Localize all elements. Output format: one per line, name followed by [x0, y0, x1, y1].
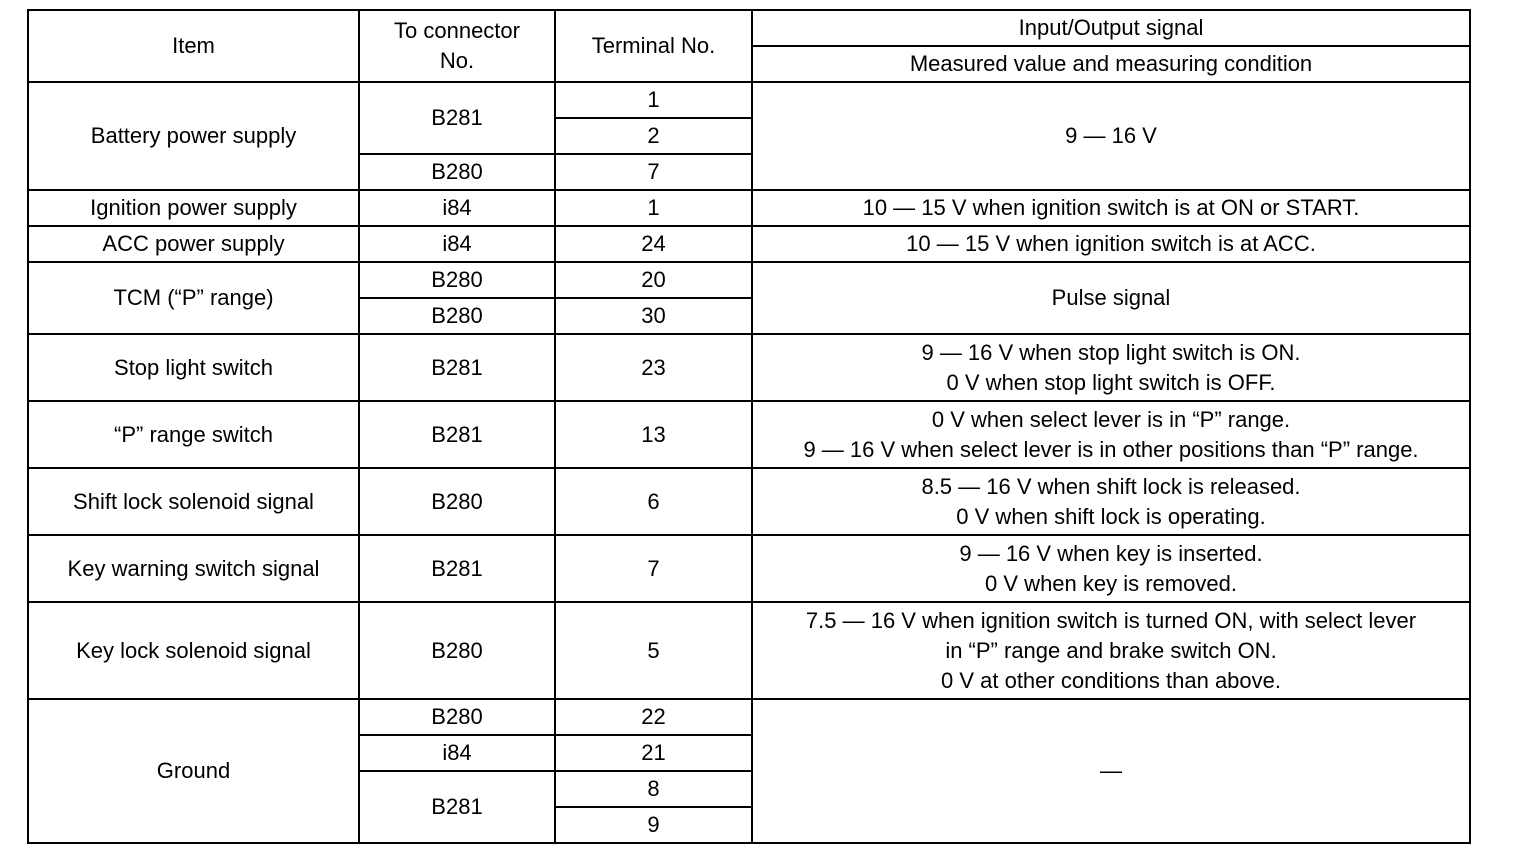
connector-cell: B281 — [359, 82, 555, 154]
item-cell: TCM (“P” range) — [28, 262, 359, 334]
header-connector-line1: To connector — [394, 18, 520, 43]
signal-line: 9 — 16 V when key is inserted. — [959, 540, 1263, 566]
signal-line: 0 V when shift lock is operating. — [956, 503, 1266, 529]
table-row — [28, 82, 1470, 118]
table-row — [28, 602, 1470, 699]
header-signal: Input/Output signal — [752, 10, 1470, 46]
table-row — [28, 535, 1470, 602]
signal-cell — [752, 468, 1470, 535]
terminal-cell: 9 — [555, 807, 752, 843]
terminal-cell: 21 — [555, 735, 752, 771]
header-measured: Measured value and measuring condition — [752, 46, 1470, 82]
signal-cell: Pulse signal — [752, 262, 1470, 334]
signal-line: 0 V at other conditions than above. — [940, 667, 1281, 693]
table-row — [28, 334, 1470, 401]
signal-cell: 9 — 16 V — [752, 82, 1470, 190]
table-row — [28, 262, 1470, 298]
signal-line: in “P” range and brake switch ON. — [945, 637, 1277, 663]
connector-cell: B281 — [359, 535, 555, 602]
signal-cell: 10 — 15 V when ignition switch is at ON or START. — [752, 190, 1470, 226]
signal-line: 9 — 16 V when select lever is in other positions than “P” range. — [803, 436, 1419, 462]
header-connector — [359, 10, 555, 82]
connector-cell: B281 — [359, 401, 555, 468]
item-cell: Stop light switch — [28, 334, 359, 401]
terminal-cell: 7 — [555, 535, 752, 602]
signal-cell — [752, 602, 1470, 699]
terminal-cell: 5 — [555, 602, 752, 699]
signal-cell: — — [752, 699, 1470, 843]
item-cell: Shift lock solenoid signal — [28, 468, 359, 535]
terminal-cell: 20 — [555, 262, 752, 298]
item-cell: Key lock solenoid signal — [28, 602, 359, 699]
signal-cell — [752, 334, 1470, 401]
connector-cell: i84 — [359, 735, 555, 771]
terminal-cell: 7 — [555, 154, 752, 190]
signal-line: 7.5 — 16 V when ignition switch is turned ON, with select lever — [805, 607, 1417, 633]
item-cell: Ground — [28, 699, 359, 843]
item-cell: ACC power supply — [28, 226, 359, 262]
connector-cell: B281 — [359, 771, 555, 843]
terminal-cell: 1 — [555, 190, 752, 226]
table-row — [28, 401, 1470, 468]
header-connector-line2: No. — [439, 48, 475, 73]
terminal-cell: 23 — [555, 334, 752, 401]
connector-cell: B280 — [359, 298, 555, 334]
item-cell: Key warning switch signal — [28, 535, 359, 602]
terminal-cell: 24 — [555, 226, 752, 262]
signal-cell — [752, 535, 1470, 602]
signal-cell: 10 — 15 V when ignition switch is at ACC. — [752, 226, 1470, 262]
table-row — [28, 226, 1470, 262]
terminal-spec-table — [27, 9, 1471, 844]
terminal-cell: 22 — [555, 699, 752, 735]
item-cell: “P” range switch — [28, 401, 359, 468]
signal-line: 0 V when select lever is in “P” range. — [931, 406, 1291, 432]
terminal-cell: 8 — [555, 771, 752, 807]
table-row — [28, 468, 1470, 535]
terminal-cell: 6 — [555, 468, 752, 535]
signal-cell — [752, 401, 1470, 468]
terminal-cell: 30 — [555, 298, 752, 334]
table-row — [28, 190, 1470, 226]
signal-line: 9 — 16 V when stop light switch is ON. — [921, 339, 1301, 365]
connector-cell: i84 — [359, 190, 555, 226]
connector-cell: i84 — [359, 226, 555, 262]
header-terminal: Terminal No. — [555, 10, 752, 82]
header-item: Item — [28, 10, 359, 82]
terminal-cell: 1 — [555, 82, 752, 118]
item-cell: Battery power supply — [28, 82, 359, 190]
connector-cell: B280 — [359, 262, 555, 298]
item-cell: Ignition power supply — [28, 190, 359, 226]
signal-line: 0 V when stop light switch is OFF. — [946, 369, 1276, 395]
terminal-cell: 13 — [555, 401, 752, 468]
connector-cell: B280 — [359, 154, 555, 190]
terminal-cell: 2 — [555, 118, 752, 154]
connector-cell: B280 — [359, 699, 555, 735]
table-row — [28, 699, 1470, 735]
connector-cell: B281 — [359, 334, 555, 401]
connector-cell: B280 — [359, 468, 555, 535]
connector-cell: B280 — [359, 602, 555, 699]
signal-line: 0 V when key is removed. — [985, 570, 1237, 596]
signal-line: 8.5 — 16 V when shift lock is released. — [921, 473, 1301, 499]
